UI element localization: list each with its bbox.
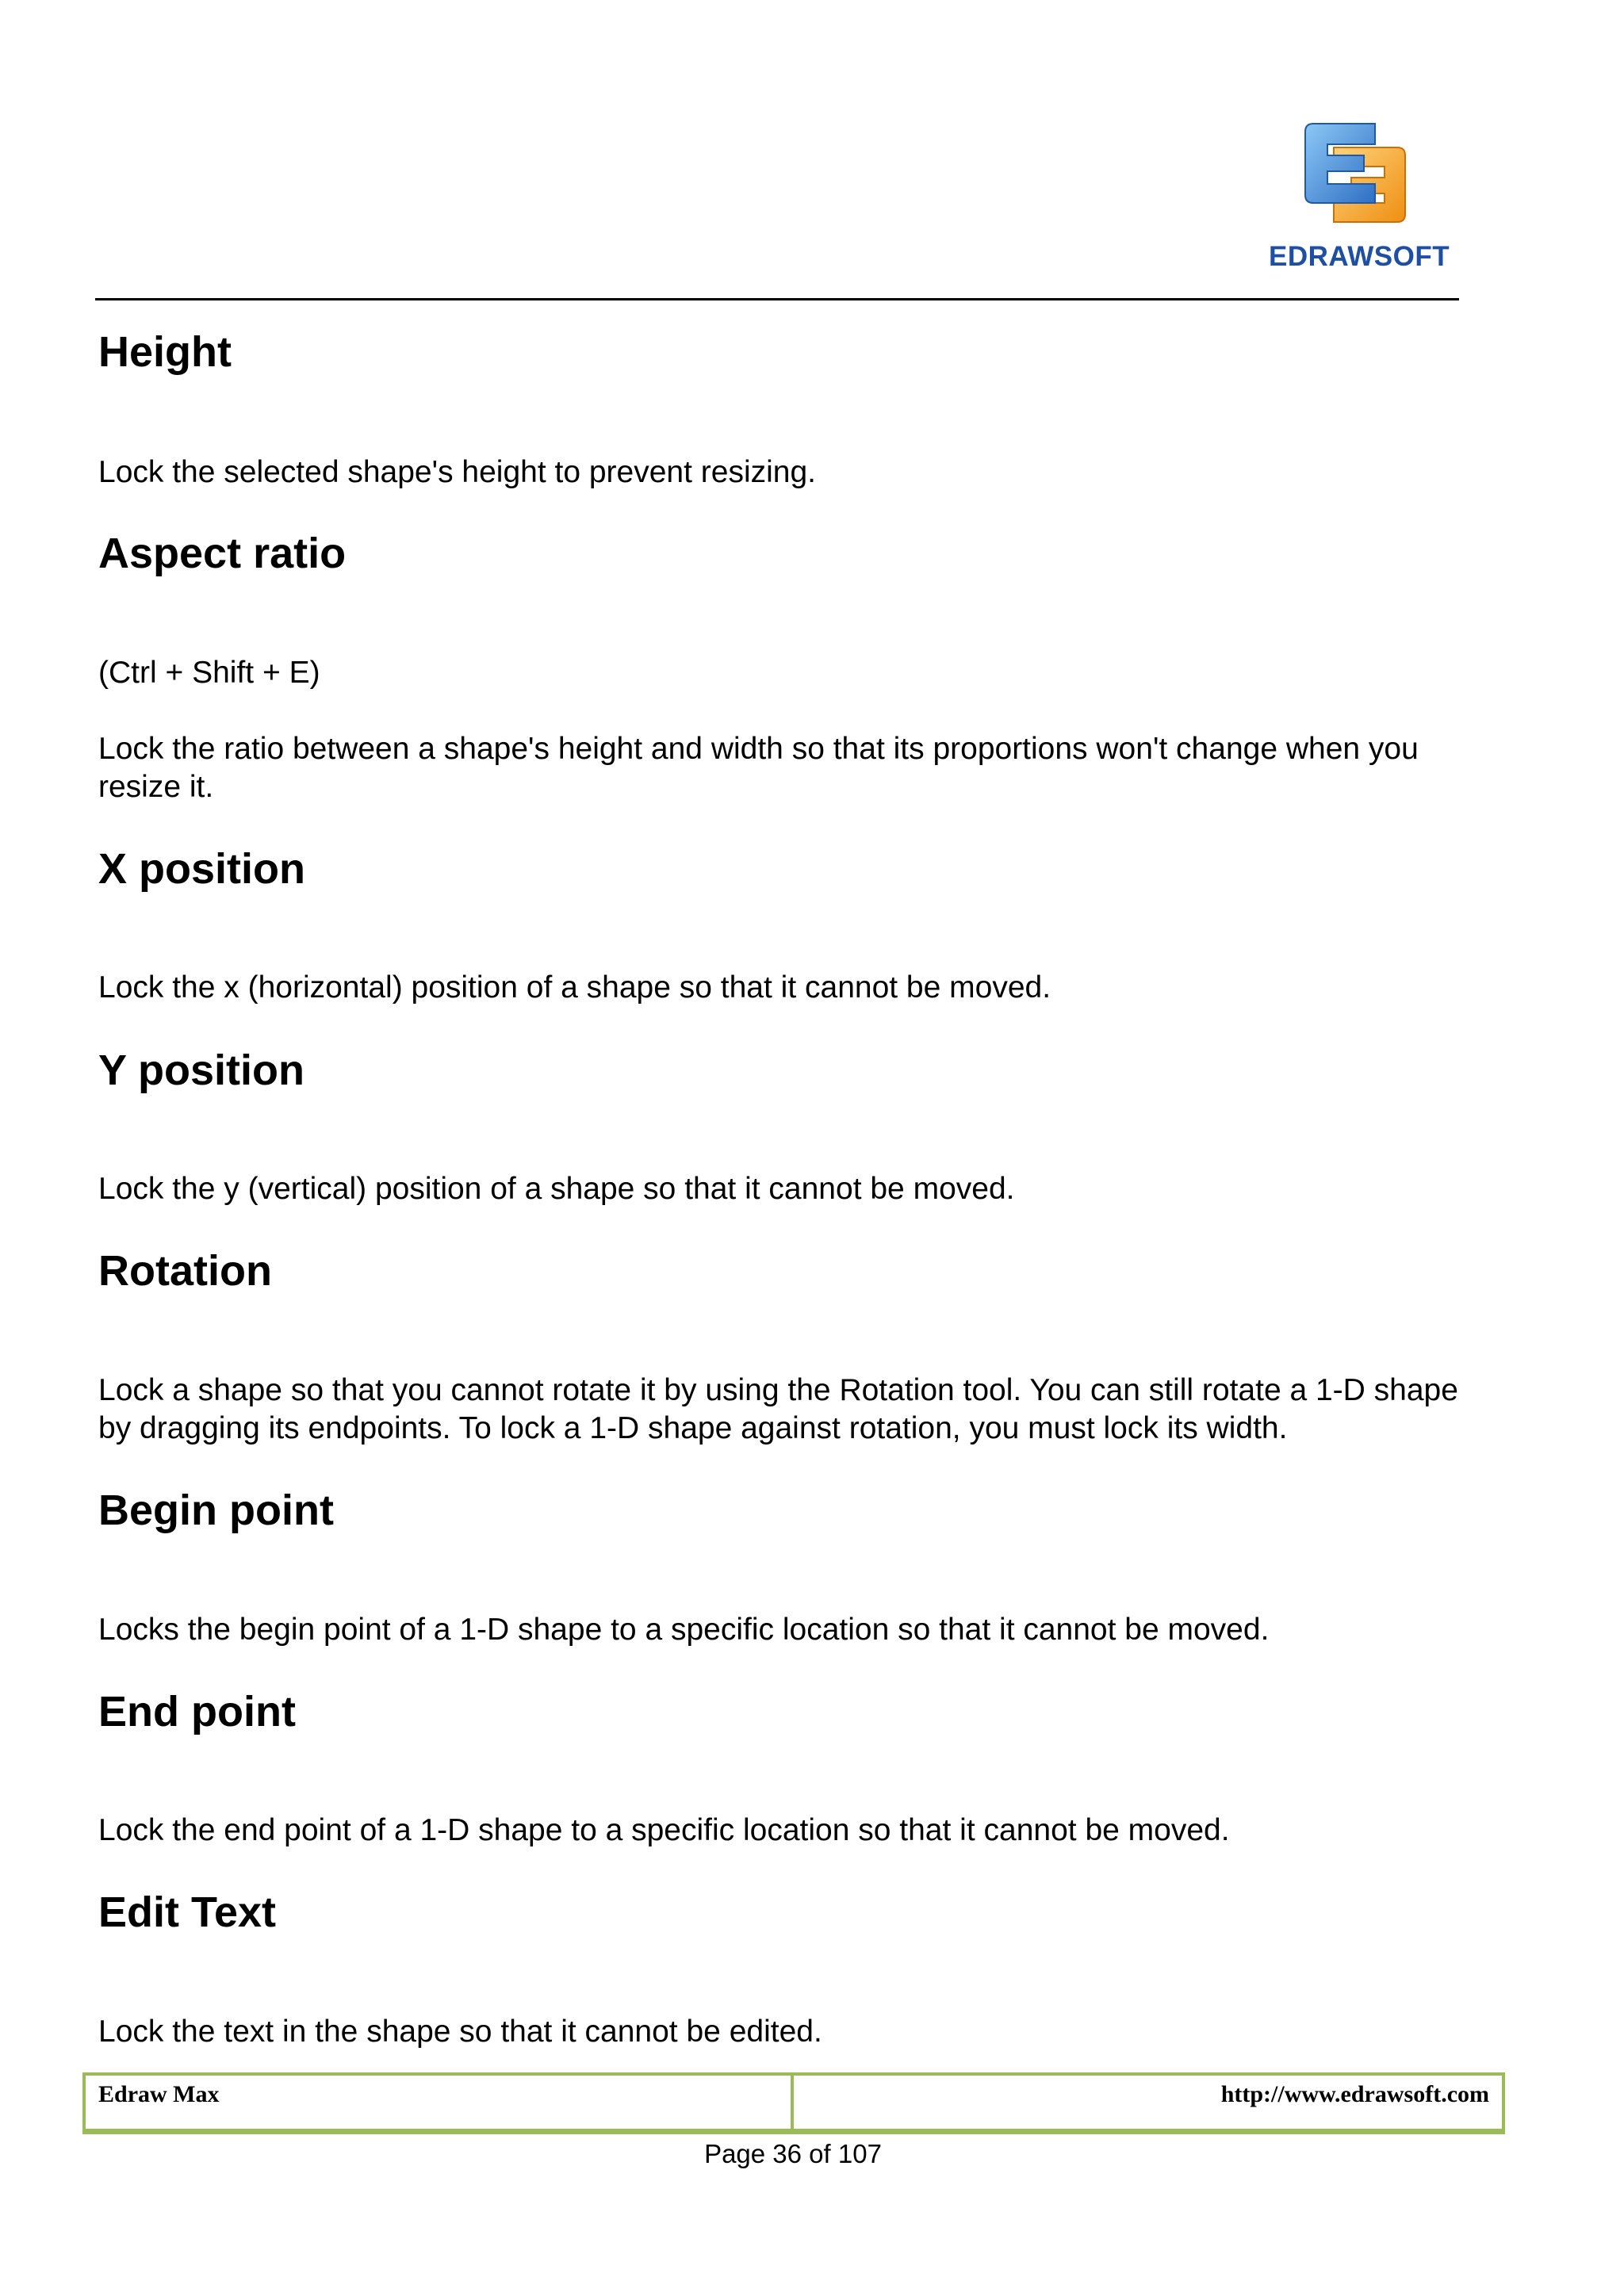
page-number: Page 36 of 107: [704, 2139, 882, 2168]
section-heading-x-position: X position: [98, 845, 305, 893]
section-text-x-position: Lock the x (horizontal) position of a shape so that it cannot be moved.: [98, 970, 1051, 1004]
section-heading-edit-text: Edit Text: [98, 1888, 277, 1936]
footer-website-link[interactable]: http://www.edrawsoft.com: [1220, 2081, 1489, 2107]
footer-table: [82, 2072, 1505, 2134]
section-text-begin-point: Locks the begin point of a 1-D shape to a specific location so that it cannot be moved.: [98, 1613, 1270, 1647]
header-divider: [95, 298, 1459, 300]
section-shortcut-aspect-ratio: (Ctrl + Shift + E): [98, 656, 320, 690]
section-heading-aspect-ratio: Aspect ratio: [98, 530, 347, 577]
section-text-end-point: Lock the end point of a 1-D shape to a specific location so that it cannot be moved.: [98, 1813, 1230, 1847]
section-text-y-position: Lock the y (vertical) position of a shape so that it cannot be moved.: [98, 1172, 1015, 1206]
edrawsoft-logo-icon: [1296, 117, 1415, 236]
section-text-edit-text: Lock the text in the shape so that it cannot be edited.: [98, 2015, 822, 2049]
logo-wordmark: EDRAWSOFT: [1269, 241, 1450, 272]
section-heading-height: Height: [98, 328, 232, 376]
section-heading-y-position: Y position: [98, 1047, 305, 1094]
section-heading-rotation: Rotation: [98, 1247, 272, 1295]
section-text-height: Lock the selected shape's height to prevent resizing.: [98, 455, 816, 489]
section-heading-end-point: End point: [98, 1688, 296, 1735]
section-heading-begin-point: Begin point: [98, 1487, 334, 1534]
section-text-rotation: Lock a shape so that you cannot rotate it by using the Rotation tool. You can still rotate a 1-D shape by dragging its endpoints. To lock a 1-D shape against rotation, you must lock its width.: [98, 1373, 1458, 1445]
footer-product-name: Edraw Max: [86, 2076, 794, 2129]
section-text-aspect-ratio: Lock the ratio between a shape's height and width so that its proportions won't change when you resize it.: [98, 732, 1419, 804]
edrawsoft-logo: [1269, 117, 1450, 276]
